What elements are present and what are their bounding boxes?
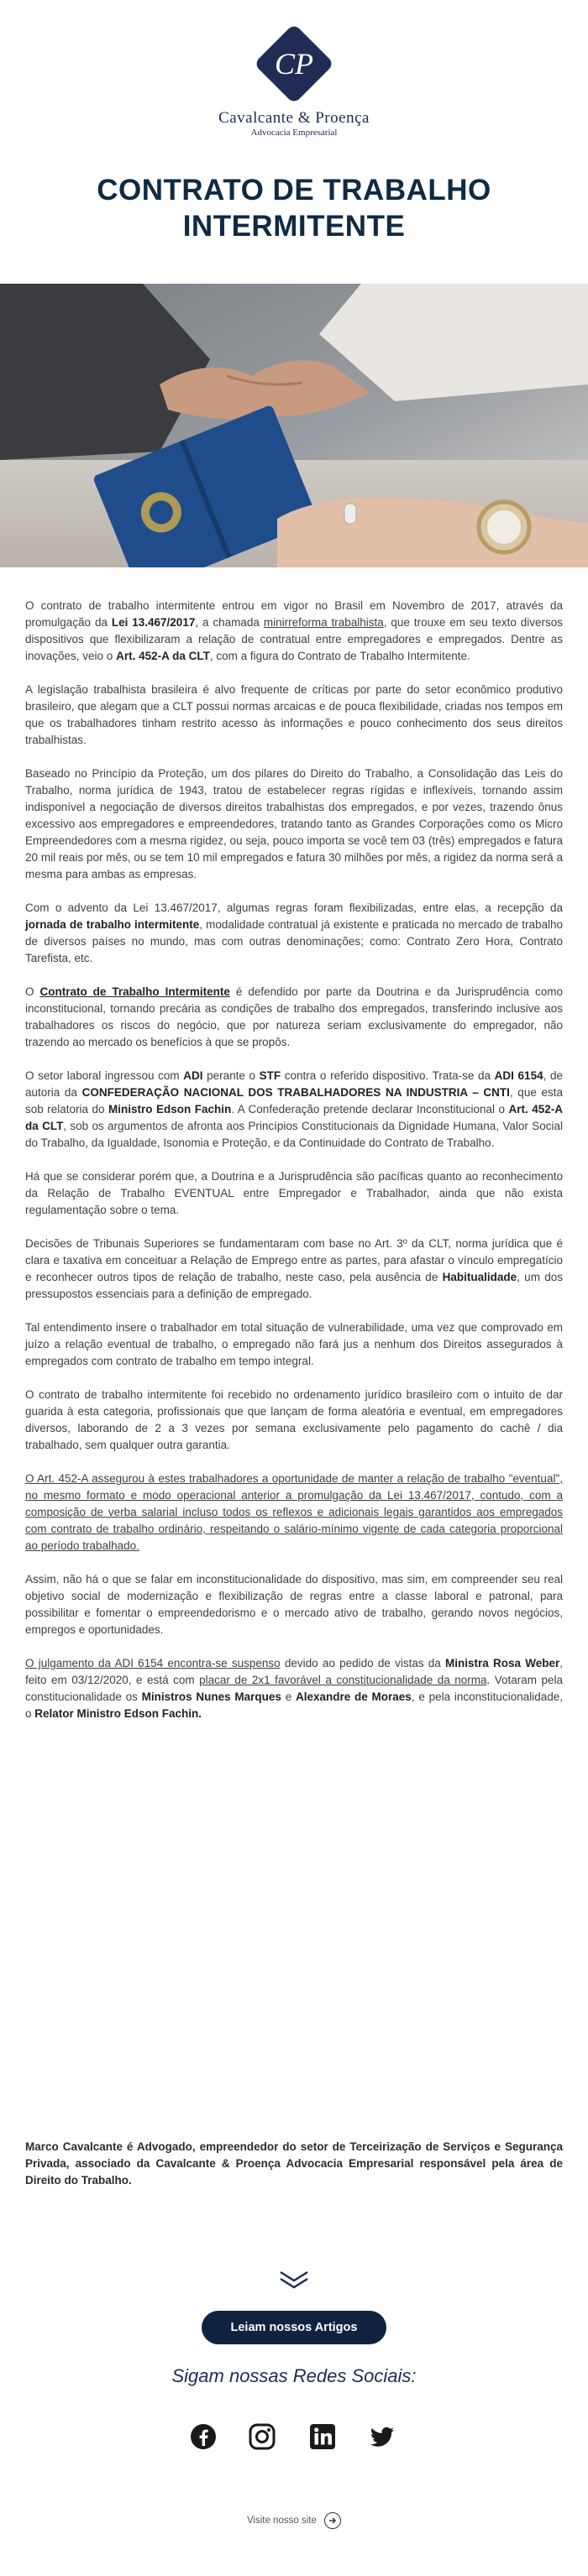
text: O contrato de trabalho intermitente entrou em vigor no Brasil em Novembro de 2017, através da promulgação da (25, 599, 563, 629)
handshake-photo (0, 284, 588, 567)
paragraph-9: Tal entendimento insere o trabalhador em total situação de vulnerabilidade, uma vez que comprovado em juízo a relação eventual de trabalho, o empregado não fará jus a nenhum dos Direitos assegurados à empregados com contrato de trabalho em tempo integral. (25, 1321, 563, 1367)
article-body (25, 598, 563, 1739)
bold-term: STF (259, 1069, 281, 1082)
text: Decisões de Tribunais Superiores se fundamentaram com base no Art. 3º da CLT, norma jurídica que é clara e taxativa em conceituar a Relação de Emprego entre as partes, para afastar o vínculo empregatício e reconhecer outros tipos de relação de trabalho, neste caso, pela ausência de (25, 1237, 563, 1283)
visit-site-link[interactable] (0, 2512, 588, 2529)
logo-monogram: CP (274, 47, 314, 81)
text: , um dos pressupostos essenciais para a definição de empregado. (25, 1271, 563, 1300)
instagram-icon[interactable] (248, 2422, 276, 2451)
bold-term: jornada de trabalho intermitente (25, 918, 200, 931)
chevron-down-icon (277, 2269, 311, 2291)
text: e (281, 1690, 296, 1703)
text: . A Confederação pretende declarar Inconstitucional o (231, 1103, 509, 1116)
paragraph-5 (25, 984, 563, 1051)
adi-status-link[interactable]: O julgamento da ADI 6154 encontra-se suspenso (25, 1657, 281, 1669)
paragraph-7: Há que se considerar porém que, a Doutrina e a Jurisprudência são pacíficas quanto ao reconhecimento da Relação de Trabalho EVENTUAL entre Empregador e Trabalhador, ainda que não exista regulamentação sobre o tema. (25, 1170, 563, 1216)
visit-label: Visite nosso site (246, 2516, 317, 2526)
twitter-icon[interactable] (368, 2422, 396, 2451)
paragraph-10: O contrato de trabalho intermitente foi recebido no ordenamento jurídico brasileiro com o intuito de dar guarida à esta categoria, profissionais que que lançam de forma aleatória e eventual, em empregadores diversos, laborando de 2 a 3 vezes por semana exclusivamente pelo pagamento do cachê / dia trabalhado, sem qualquer outra garantia. (25, 1388, 563, 1451)
text: Com o advento da Lei 13.467/2017, algumas regras foram flexibilizadas, entre elas, a recepção da (25, 901, 563, 914)
paragraph-13 (25, 1655, 563, 1722)
bold-term: ADI (183, 1069, 203, 1082)
text: , a chamada (195, 616, 264, 629)
minirreforma-link[interactable]: minirreforma trabalhista (263, 616, 384, 629)
paragraph-4 (25, 900, 563, 967)
paragraph-1 (25, 598, 563, 665)
hero-image (0, 284, 588, 567)
social-title: Sigam nossas Redes Sociais: (171, 2365, 417, 2386)
text: . Votaram pela constitucionalidade os (25, 1674, 564, 1703)
text: , e pela inconstitucionalidade, o (25, 1690, 563, 1720)
bold-term: Ministro Edson Fachin (108, 1103, 232, 1116)
text: devido ao pedido de vistas da (280, 1657, 446, 1669)
placar-link[interactable]: placar de 2x1 favorável a constitucionalidade da norma (199, 1674, 487, 1686)
bold-term: Alexandre de Moraes (295, 1690, 412, 1703)
linkedin-icon[interactable] (308, 2422, 337, 2451)
text: O setor laboral ingressou com (25, 1069, 184, 1082)
arrow-right-icon (324, 2512, 341, 2529)
text: , com a figura do Contrato de Trabalho Intermitente. (209, 650, 470, 662)
law-reference: Lei 13.467/2017 (111, 616, 196, 629)
text: O (25, 985, 40, 998)
logo-subtitle: Advocacia Empresarial (250, 128, 338, 138)
bold-term: CONFEDERAÇÃO NACIONAL DOS TRABALHADORES NA INDUSTRIA – CNTI (81, 1086, 510, 1099)
bold-term: ADI 6154 (494, 1069, 543, 1082)
logo-mark-icon (249, 25, 339, 106)
article-reference: Art. 452-A da CLT (116, 650, 210, 662)
bold-term: Art. 452-A da CLT (25, 1103, 563, 1132)
text: é defendido por parte da Doutrina e da Jurisprudência como inconstitucional, tornando precária as condições de trabalho dos empregados, transferindo inclusive aos trabalhadores os riscos do negócio, que por natureza seriam exclusivamente do empregador, não trazendo ao mercado os benefícios à que se propôs. (25, 985, 563, 1048)
paragraph-11: O Art. 452-A assegurou à estes trabalhadores a oportunidade de manter a relação de trabalho "eventual", no mesmo formato e modo operacional anterior a promulgação da Lei 13.467/2017, contudo, com a composição de verba salarial incluso todos os reflexos e adicionais legais garantidos aos empregados com contrato de trabalho ordinário, respeitando o salário-mínimo vigente de cada categoria proporcional ao período trabalhado. (25, 1472, 563, 1552)
facebook-icon[interactable] (189, 2422, 218, 2451)
text: , sob os argumentos de afronta aos Princípios Constitucionais da Dignidade Humana, Valor Social do Trabalho, da Igualdade, Isonomia e Proteção, e da Continuidade do Contrato de Trabalho. (25, 1120, 563, 1149)
text: , que trouxe em seu texto diversos dispositivos que flexibilizaram a relação de contratual entre empregadores e empregados. Dentre as inovações, veio o (25, 616, 564, 662)
bold-term: Habitualidade (442, 1271, 517, 1283)
text: perante o (202, 1069, 260, 1082)
read-articles-button[interactable]: Leiam nossos Artigos (202, 2311, 386, 2344)
logo-name: Cavalcante & Proença (218, 109, 370, 127)
text: contra o referido dispositivo. Trata-se da (281, 1069, 495, 1082)
bold-term: Ministra Rosa Weber (445, 1657, 560, 1669)
text: , feito em 03/12/2020, e está com (25, 1657, 563, 1686)
author-bio: Marco Cavalcante é Advogado, empreendedor do setor de Terceirização de Serviços e Segurança Privada, associado da Cavalcante & Proença Advocacia Empresarial responsável pela área de Direito do Trabalho. (25, 2140, 563, 2187)
text: , de autoria da (25, 1069, 563, 1099)
bold-term: Relator Ministro Edson Fachin. (34, 1707, 202, 1720)
contract-link[interactable]: Contrato de Trabalho Intermitente (39, 985, 230, 998)
paragraph-3: Baseado no Princípio da Proteção, um dos pilares do Direito do Trabalho, a Consolidação das Leis do Trabalho, norma jurídica de 1943, tratou de estabelecer regras rígidas e inflexíveis, tornando assim indisponível a negociação de diversos direitos trabalhistas dos empregados, e por vezes, trazendo ônus excessivo aos empregadores e empreendedores, tratando tanto as Grandes Corporações como os Micro Empreendedores com a mesma rigidez, ou seja, pouco importa se você tem 03 (três) empregados e fatura 20 mil reais por mês, ou se tem 10 mil empregados e fatura 30 milhões por mês, a rigidez da norma será a mesma para ambas as empresas. (25, 767, 563, 880)
social-icons (0, 2422, 588, 2453)
page-title: CONTRATO DE TRABALHO INTERMITENTE (97, 174, 491, 243)
paragraph-2: A legislação trabalhista brasileira é alvo frequente de críticas por parte do setor econômico produtivo brasileiro, que alegam que a CLT possui normas arcaicas e de pouca flexibilidade, criadas nos tempos em que os trabalhadores tinham restrito acesso às informações e pouco conhecimento dos seus direitos trabalhistas. (25, 683, 563, 746)
paragraph-8 (25, 1236, 563, 1303)
bold-term: Ministros Nunes Marques (141, 1690, 281, 1703)
text: , modalidade contratual já existente e praticada no mercado de trabalho de diversos países no mundo, mas com outras denominações; como: Contrato Zero Hora, Contrato Tarefista, etc. (25, 918, 563, 964)
paragraph-6 (25, 1068, 563, 1152)
text: , que esta sob relatoria do (25, 1086, 563, 1116)
paragraph-12: Assim, não há o que se falar em inconstitucionalidade do dispositivo, mas sim, em compreender seu real objetivo social de modernização e flexibilização de regras entre a classe laboral e patronal, para possibilitar e fomentar o empreendedorismo e o mercado ativo de trabalho, gerando novos negócios, empregos e oportunidades. (25, 1573, 563, 1636)
